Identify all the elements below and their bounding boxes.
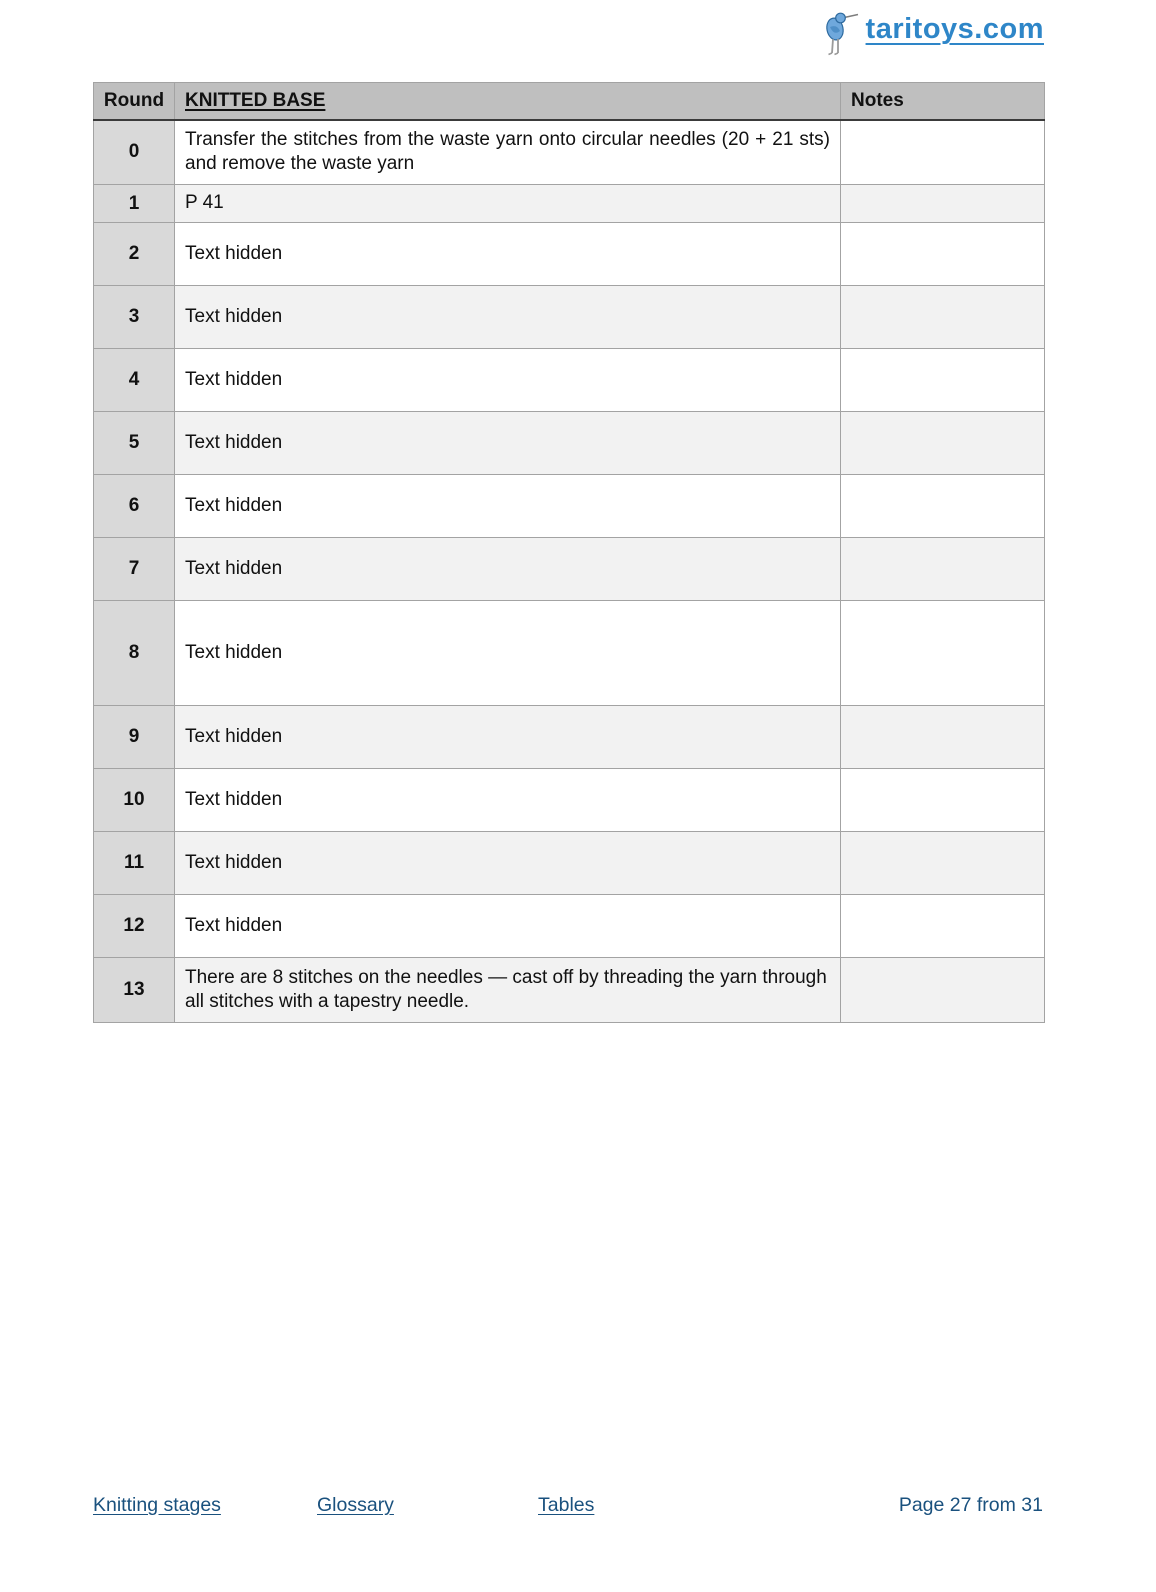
knitting-pattern-table <box>93 82 1045 1023</box>
table-row <box>94 601 1045 706</box>
cell-base: Text hidden <box>175 832 841 895</box>
table-row <box>94 120 1045 185</box>
page-footer <box>93 1494 1043 1522</box>
table-row <box>94 223 1045 286</box>
table-body <box>94 120 1045 1023</box>
table-row <box>94 475 1045 538</box>
bird-icon <box>821 8 859 61</box>
cell-notes <box>841 958 1045 1023</box>
footer-link-tables[interactable]: Tables <box>538 1494 595 1516</box>
cell-round: 11 <box>94 832 175 895</box>
cell-round: 2 <box>94 223 175 286</box>
cell-notes <box>841 895 1045 958</box>
site-logo[interactable] <box>821 8 1044 61</box>
table-header <box>94 83 1045 120</box>
cell-round: 12 <box>94 895 175 958</box>
footer-link-knitting-stages[interactable]: Knitting stages <box>93 1494 221 1516</box>
cell-round: 3 <box>94 286 175 349</box>
cell-notes <box>841 349 1045 412</box>
table-row <box>94 349 1045 412</box>
cell-base: Text hidden <box>175 475 841 538</box>
table-row <box>94 538 1045 601</box>
footer-link-glossary[interactable]: Glossary <box>317 1494 394 1516</box>
cell-round: 0 <box>94 120 175 185</box>
cell-base: Text hidden <box>175 223 841 286</box>
header-knitted-base: KNITTED BASE <box>175 83 841 120</box>
cell-base: Text hidden <box>175 412 841 475</box>
cell-notes <box>841 769 1045 832</box>
cell-base: Text hidden <box>175 601 841 706</box>
cell-notes <box>841 601 1045 706</box>
cell-round: 13 <box>94 958 175 1023</box>
cell-notes <box>841 120 1045 185</box>
cell-base: Text hidden <box>175 895 841 958</box>
cell-notes <box>841 538 1045 601</box>
table-row <box>94 706 1045 769</box>
table-row <box>94 769 1045 832</box>
cell-base: P 41 <box>175 185 841 223</box>
cell-round: 10 <box>94 769 175 832</box>
cell-round: 7 <box>94 538 175 601</box>
cell-base: Transfer the stitches from the waste yarn onto circular needles (20 + 21 sts) and remove the waste yarn <box>175 120 841 185</box>
cell-base: There are 8 stitches on the needles — cast off by threading the yarn through all stitches with a tapestry needle. <box>175 958 841 1023</box>
cell-base: Text hidden <box>175 706 841 769</box>
cell-notes <box>841 832 1045 895</box>
cell-round: 5 <box>94 412 175 475</box>
cell-base: Text hidden <box>175 349 841 412</box>
cell-round: 4 <box>94 349 175 412</box>
cell-notes <box>841 706 1045 769</box>
page-number-indicator: Page 27 from 31 <box>898 1494 1043 1516</box>
cell-base: Text hidden <box>175 769 841 832</box>
cell-base: Text hidden <box>175 538 841 601</box>
header-notes: Notes <box>841 83 1045 120</box>
table-row <box>94 895 1045 958</box>
cell-round: 6 <box>94 475 175 538</box>
cell-notes <box>841 475 1045 538</box>
cell-round: 8 <box>94 601 175 706</box>
cell-round: 9 <box>94 706 175 769</box>
logo-text[interactable]: taritoys.com <box>865 13 1044 45</box>
cell-round: 1 <box>94 185 175 223</box>
header-round: Round <box>94 83 175 120</box>
cell-notes <box>841 286 1045 349</box>
table-row <box>94 185 1045 223</box>
cell-notes <box>841 223 1045 286</box>
table-row <box>94 832 1045 895</box>
cell-notes <box>841 412 1045 475</box>
table-row <box>94 958 1045 1023</box>
cell-notes <box>841 185 1045 223</box>
table-row <box>94 412 1045 475</box>
table-row <box>94 286 1045 349</box>
cell-base: Text hidden <box>175 286 841 349</box>
header-row <box>94 83 1045 120</box>
